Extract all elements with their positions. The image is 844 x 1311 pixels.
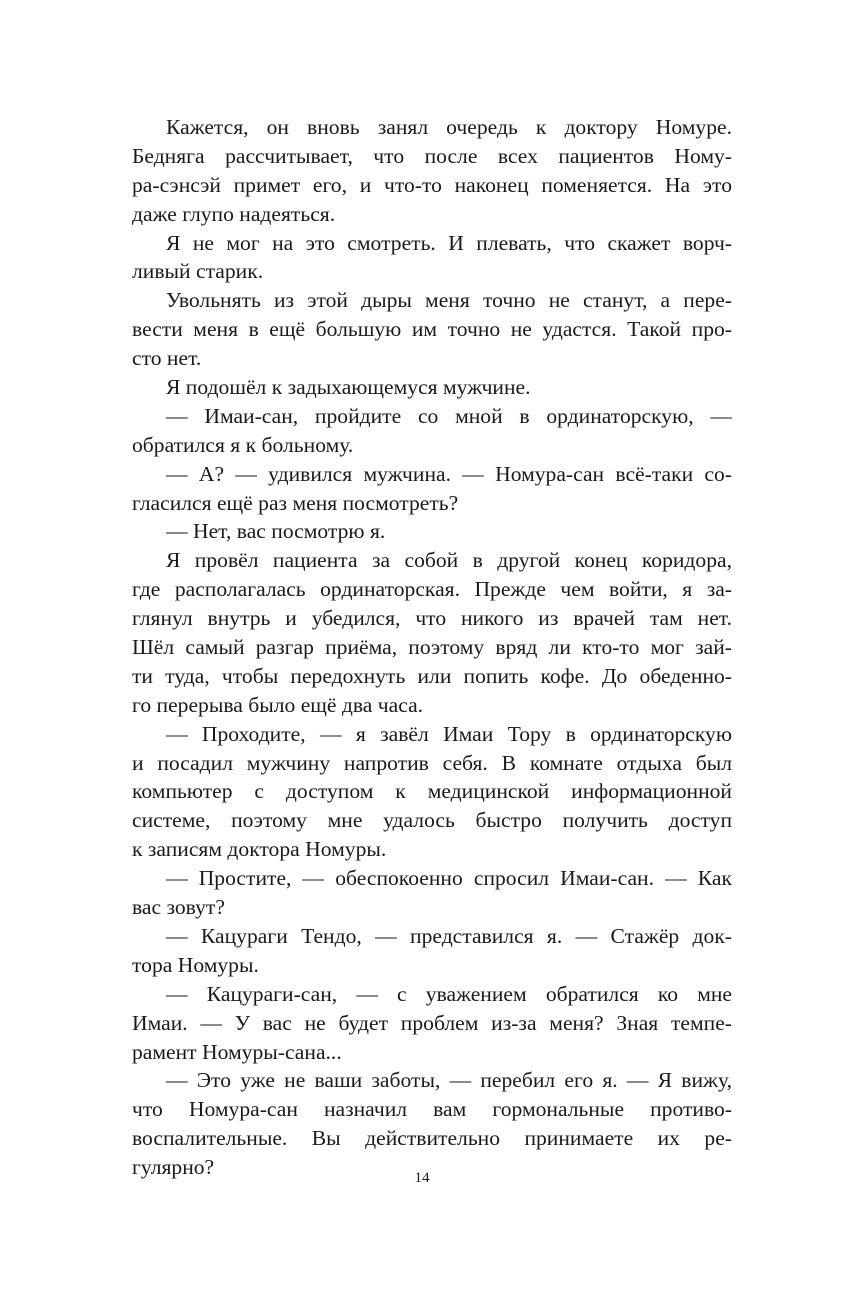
paragraph: [132, 864, 732, 922]
text-line: гулярно?: [132, 1155, 215, 1180]
text-line: Я не мог на это смотреть. И плевать, что скажет ворч-: [166, 230, 732, 255]
text-line: — А? — удивился мужчина. — Номура-сан всё-таки со-: [166, 461, 732, 486]
text-line: Я подошёл к задыхающемуся мужчине.: [166, 375, 531, 400]
paragraph: [132, 922, 732, 980]
text-line: — Кацураги Тендо, — представился я. — Стажёр док-: [166, 923, 732, 948]
text-line: Я провёл пациента за собой в другой конец коридора,: [166, 548, 732, 573]
text-line: Увольнять из этой дыры меня точно не станут, а пере-: [166, 288, 732, 313]
text-line: Шёл самый разгар приёма, поэтому вряд ли кто-то мог зай-: [132, 635, 732, 660]
text-line: Кажется, он вновь занял очередь к доктору Номуре.: [166, 115, 732, 139]
text-line: к записям доктора Номуры.: [132, 837, 387, 862]
text-line: Бедняга рассчитывает, что после всех пациентов Ному-: [132, 143, 732, 168]
page-body: [132, 113, 732, 1182]
page-number: 14: [414, 1170, 430, 1186]
text-line: — Проходите, — я завёл Имаи Тору в ординаторскую: [166, 721, 732, 746]
text-line: обратился я к больному.: [132, 432, 354, 457]
text-line: ливый старик.: [132, 259, 264, 284]
paragraph: [132, 980, 732, 1067]
text-line: воспалительные. Вы действительно принимаете их ре-: [132, 1126, 732, 1151]
text-line: системе, поэтому мне удалось быстро получить доступ: [132, 808, 732, 833]
text-line: ти туда, чтобы передохнуть или попить кофе. До обеденно-: [132, 663, 732, 688]
text-line: — Простите, — обеспокоенно спросил Имаи-сан. — Как: [166, 866, 732, 891]
paragraph: [132, 517, 732, 546]
text-line: Имаи. — У вас не будет проблем из-за меня? Зная темпе-: [132, 1010, 732, 1035]
paragraph: [132, 546, 732, 719]
text-line: вести меня в ещё большую им точно не удастся. Такой про-: [132, 317, 732, 342]
text-line: — Это уже не ваши заботы, — перебил его я. — Я вижу,: [166, 1068, 732, 1093]
text-line: рамент Номуры-сана...: [132, 1039, 342, 1064]
paragraph: [132, 402, 732, 460]
text-line: компьютер с доступом к медицинской информационной: [132, 779, 732, 804]
paragraph: [132, 286, 732, 373]
paragraph: [132, 113, 732, 229]
paragraph: [132, 373, 732, 402]
paragraph: [132, 720, 732, 864]
text-line: ра-сэнсэй примет его, и что-то наконец поменяется. На это: [132, 172, 732, 197]
text-line: гласился ещё раз меня посмотреть?: [132, 490, 459, 515]
paragraph: [132, 1066, 732, 1182]
text-line: и посадил мужчину напротив себя. В комнате отдыха был: [132, 750, 732, 775]
paragraph: [132, 460, 732, 518]
text-line: что Номура-сан назначил вам гормональные противо-: [132, 1097, 732, 1122]
text-line: — Нет, вас посмотрю я.: [166, 519, 386, 544]
text-line: даже глупо надеяться.: [132, 201, 336, 226]
text-line: го перерыва было ещё два часа.: [132, 692, 424, 717]
text-line: — Имаи-сан, пройдите со мной в ординаторскую, —: [166, 403, 732, 428]
paragraph: [132, 229, 732, 287]
text-line: глянул внутрь и убедился, что никого из врачей там нет.: [132, 606, 732, 631]
text-line: где располагалась ординаторская. Прежде чем войти, я за-: [132, 577, 732, 602]
text-line: тора Номуры.: [132, 952, 259, 977]
text-line: сто нет.: [132, 346, 202, 371]
text-line: — Кацураги-сан, — с уважением обратился ко мне: [166, 981, 732, 1006]
text-line: вас зовут?: [132, 895, 225, 920]
